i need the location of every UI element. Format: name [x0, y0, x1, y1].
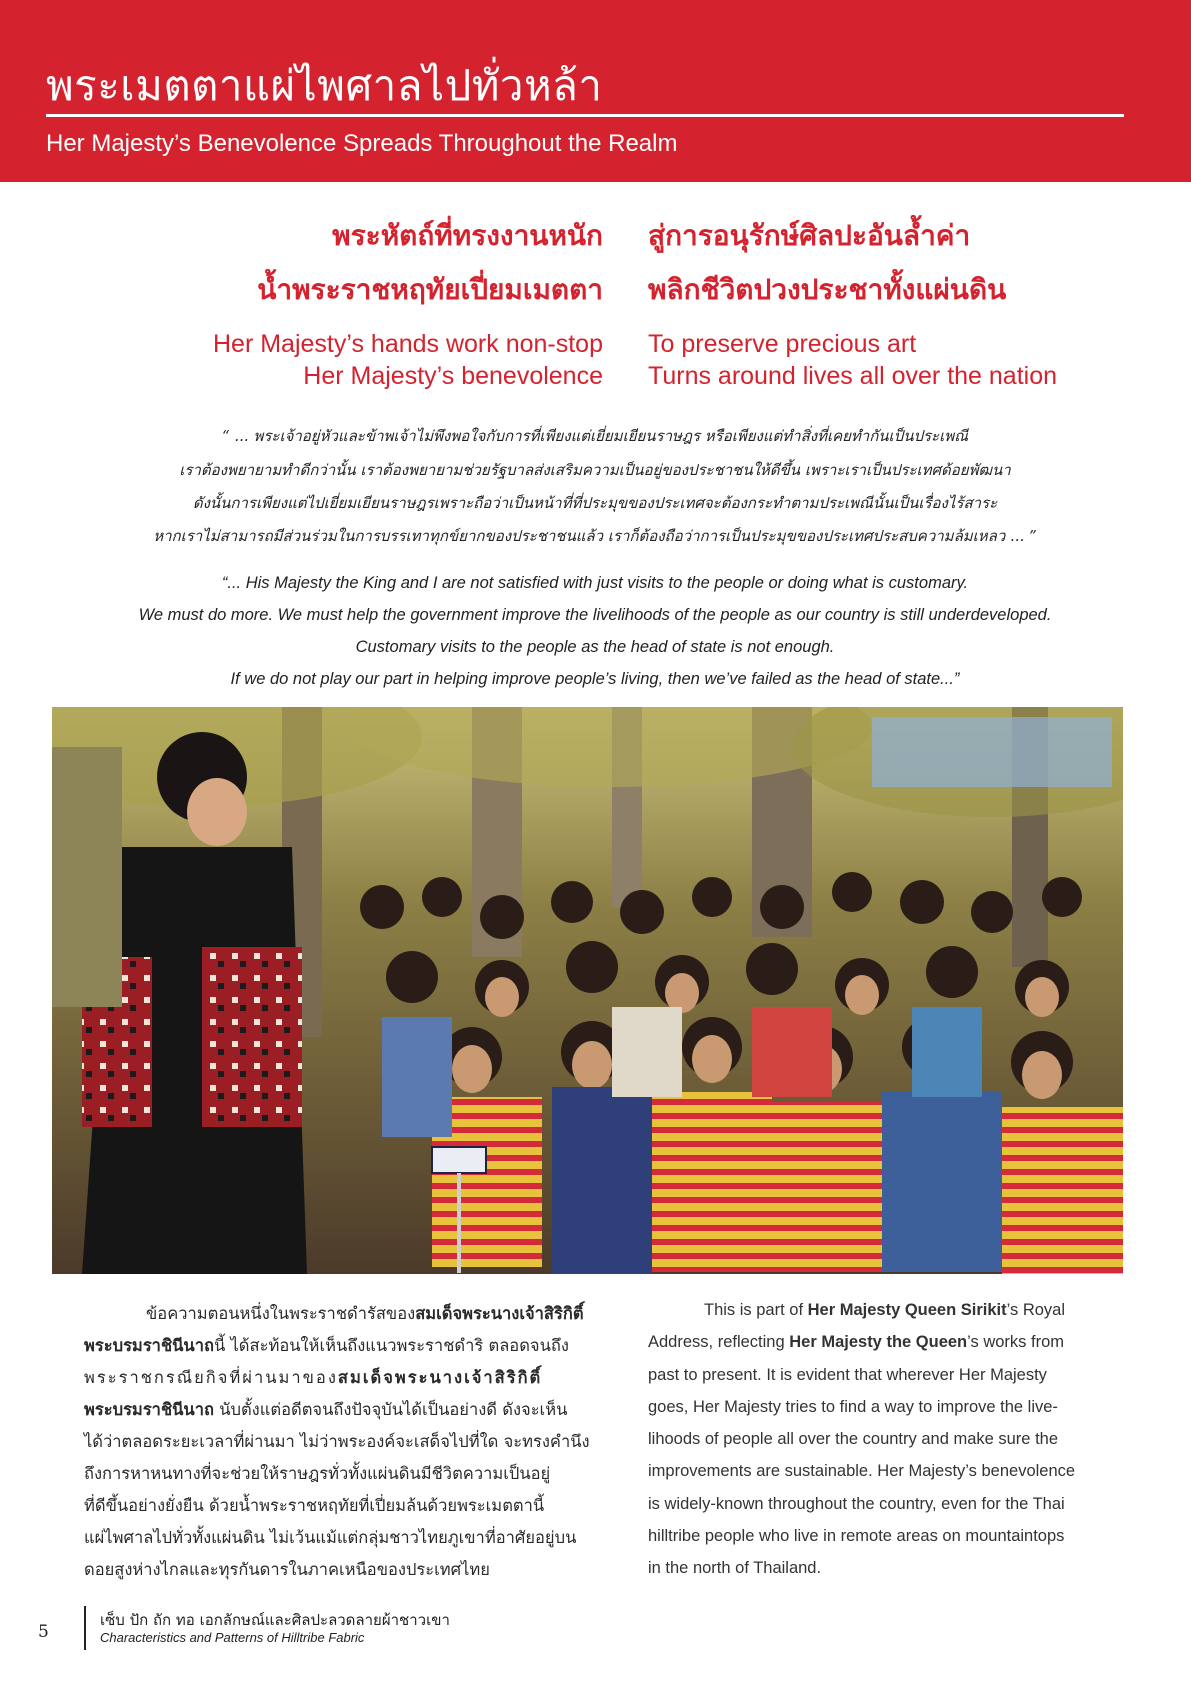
poem-english-left-line-1: Her Majesty’s hands work non-stop — [213, 330, 603, 358]
photo-illustration — [52, 707, 1123, 1274]
thai-para-line-2: พระบรมราชินีนาถนี้ ได้สะท้อนให้เห็นถึงแนวพระราชดำริ ตลอดจนถึง — [84, 1336, 569, 1355]
thai-para-line-9: ดอยสูงห่างไกลและทุรกันดารในภาคเหนือของประเทศไทย — [84, 1560, 490, 1579]
header-banner — [0, 0, 1191, 182]
poem-english-right-line-2: Turns around lives all over the nation — [648, 362, 1058, 390]
thai-para-line-1: ข้อความตอนหนึ่งในพระราชดำรัสของสมเด็จพระนางเจ้าสิริกิติ์ — [146, 1304, 584, 1323]
poem-thai-left-line-1: พระหัตถ์ที่ทรงงานหนัก — [332, 219, 603, 252]
quote-thai-line-4: หากเราไม่สามารถมีส่วนร่วมในการบรรเทาทุกข์ยากของประชาชนแล้ว เราก็ต้องถือว่าการเป็นประมุขของประเทศประสบความล้มเหลว ... ” — [153, 527, 1037, 545]
quote-english-line-4: If we do not play our part in helping improve people’s living, then we’ve failed as the head of state...” — [230, 670, 960, 688]
english-para-line-8: hilltribe people who live in remote areas on mountaintops — [648, 1527, 1065, 1546]
footer-title-thai: เซ็บ ปัก ถัก ทอ เอกลักษณ์และศิลปะลวดลายผ้าชาวเขา — [100, 1611, 450, 1629]
quote-english-line-3: Customary visits to the people as the head of state is not enough. — [355, 638, 835, 656]
thai-para-line-4: พระบรมราชินีนาถ นับตั้งแต่อดีตจนถึงปัจจุบันได้เป็นอย่างดี ดังจะเห็น — [84, 1400, 568, 1419]
english-para-line-5: lihoods of people all over the country and make sure the — [648, 1430, 1059, 1449]
quote-thai-line-3: ดังนั้นการเพียงแต่ไปเยี่ยมเยียนราษฎรเพราะถือว่าเป็นหน้าที่ที่ประมุขของประเทศจะต้องกระทำตามประเพณีนั้นเป็นเรื่องไร้สาระ — [192, 494, 998, 512]
crowd-photo — [52, 707, 1123, 1274]
footer-title-english: Characteristics and Patterns of Hilltribe Fabric — [100, 1630, 365, 1645]
thai-para-line-8: แผ่ไพศาลไปทั่วทั้งแผ่นดิน ไม่เว้นแม้แต่กลุ่มชาวไทยภูเขาที่อาศัยอยู่บน — [84, 1528, 577, 1547]
english-para-line-1: This is part of Her Majesty Queen Sirikit’s Royal — [704, 1301, 1066, 1319]
poem-thai-right-line-1: สู่การอนุรักษ์ศิลปะอันล้ำค่า — [648, 219, 971, 252]
english-para-line-3: past to present. It is evident that wherever Her Majesty — [648, 1365, 1047, 1384]
thai-para-line-5: ได้ว่าตลอดระยะเวลาที่ผ่านมา ไม่ว่าพระองค์จะเสด็จไปที่ใด จะทรงคำนึง — [84, 1432, 590, 1451]
quote-thai-line-2: เราต้องพยายามทำดีกว่านั้น เราต้องพยายามช่วยรัฐบาลส่งเสริมความเป็นอยู่ของประชาชนให้ดีขึ้น เพราะเราเป็นประเทศด้อยพัฒนา — [179, 461, 1011, 479]
english-para-line-4: goes, Her Majesty tries to find a way to improve the live- — [648, 1397, 1058, 1416]
quote-english-line-2: We must do more. We must help the government improve the livelihoods of the people as our country is still underdeveloped. — [138, 606, 1052, 624]
thai-para-line-3: พระราชกรณียกิจที่ผ่านมาของสมเด็จพระนางเจ้าสิริกิติ์ — [84, 1368, 543, 1387]
poem-thai-right-line-2: พลิกชีวิตปวงประชาทั้งแผ่นดิน — [648, 273, 1007, 306]
poem-thai-left-line-2: น้ำพระราชหฤทัยเปี่ยมเมตตา — [257, 273, 603, 306]
page-title-english: Her Majesty’s Benevolence Spreads Throughout the Realm — [46, 130, 678, 157]
thai-para-line-6: ถึงการหาหนทางที่จะช่วยให้ราษฎรทั่วทั้งแผ่นดินมีชีวิตความเป็นอยู่ — [84, 1464, 551, 1483]
english-para-line-9: in the north of Thailand. — [648, 1559, 822, 1578]
body-text-english — [648, 1294, 1118, 1585]
english-para-line-7: is widely-known throughout the country, even for the Thai — [648, 1494, 1065, 1513]
body-text-thai — [84, 1298, 604, 1586]
page-number: 5 — [38, 1622, 49, 1642]
title-divider — [46, 114, 1124, 117]
poem-english-left-line-2: Her Majesty’s benevolence — [303, 362, 603, 390]
english-para-line-2: Address, reflecting Her Majesty the Queen’s works from — [648, 1333, 1064, 1352]
quote-english-line-1: “... His Majesty the King and I are not satisfied with just visits to the people or doing what is customary. — [221, 574, 969, 592]
footer-divider — [84, 1606, 86, 1650]
page-title-thai: พระเมตตาแผ่ไพศาลไปทั่วหล้า — [46, 61, 603, 110]
quote-thai-line-1: “ ... พระเจ้าอยู่หัวและข้าพเจ้าไม่พึงพอใจกับการที่เพียงแต่เยี่ยมเยียนราษฎร หรือเพียงแต่ทำสิ่งที่เคยทำกันเป็นประเพณี — [221, 427, 969, 445]
poem-english-right-line-1: To preserve precious art — [648, 330, 917, 358]
thai-para-line-7: ที่ดีขึ้นอย่างยั่งยืน ด้วยน้ำพระราชหฤทัยที่เปี่ยมล้นด้วยพระเมตตานี้ — [84, 1496, 545, 1515]
english-para-line-6: improvements are sustainable. Her Majesty’s benevolence — [648, 1462, 1076, 1481]
